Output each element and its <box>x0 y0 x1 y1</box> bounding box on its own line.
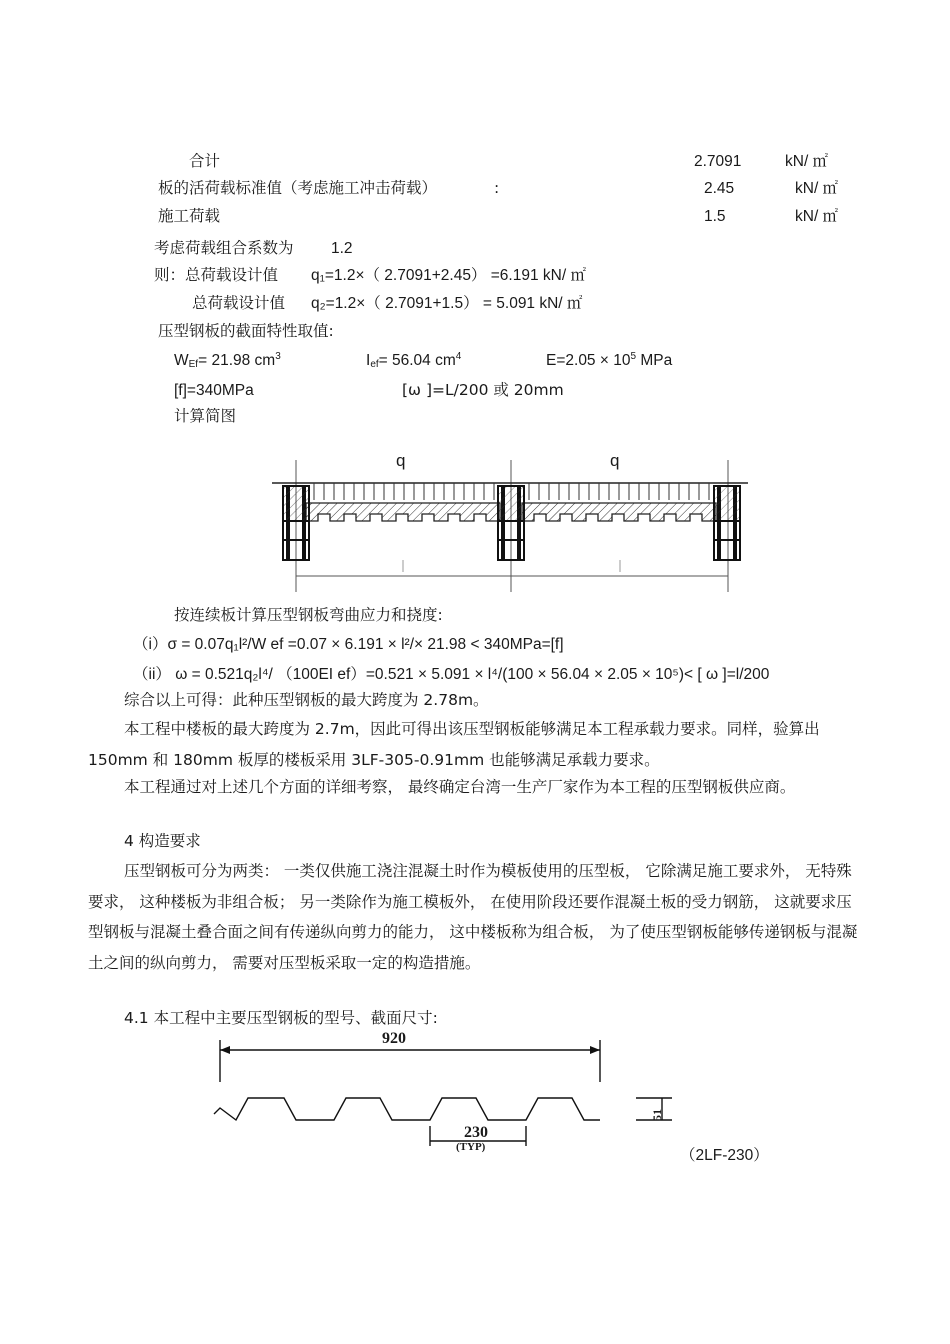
heading-4: 4 构造要求 <box>124 832 201 850</box>
calc-stress: （i）σ = 0.07q₁l²/W ef =0.07 × 6.191 × l²/× 21.98 < 340MPa=[f] <box>133 636 564 653</box>
design-load-1-prefix: 则：总荷载设计值 <box>154 266 279 284</box>
prop-i: $I_{ef}= 56.04$ $cm^4$ <box>366 351 462 370</box>
profile-typ: (TYP) <box>456 1141 486 1153</box>
paragraph-span: 本工程中楼板的最大跨度为 2.7m，因此可得出该压型钢板能够满足本工程承载力要求。同样，验算出 150mm 和 180mm 板厚的楼板采用 3LF-305-0.91mm 也能够满足承载力要求。 <box>88 720 820 769</box>
load-total-value: 2.7091 <box>694 153 742 170</box>
calc-deflection: （ii） ω = 0.521q₂l⁴/ （100EI ef）=0.521 × 5.091 × l⁴/(100 × 56.04 × 2.05 × 10⁵)< [ ω ]=l/200 <box>133 666 770 683</box>
prop-omega: [ω ]=L/200 或 20mm <box>402 381 564 399</box>
profile-pitch: 230 <box>464 1124 488 1141</box>
load-q-right: q <box>610 451 620 470</box>
combo-label: 考虑荷载组合系数为 <box>154 239 294 257</box>
construction-load-label: 施工荷载 <box>158 207 221 225</box>
construction-load-unit: kN/ ㎡ <box>795 208 839 225</box>
construction-load-value: 1.5 <box>704 208 726 225</box>
profile-width: 920 <box>382 1030 406 1047</box>
paragraph-construction: 压型钢板可分为两类： 一类仅供施工浇注混凝土时作为模板使用的压型板， 它除满足施工要求外， 无特殊要求， 这种楼板为非组合板； 另一类除作为施工模板外， 在使用阶段还要作混凝土板的受力钢筋， 这就要求压型钢板与混凝土叠合面之间有传递纵向剪力的能力， 这中楼板称为组合板， 为了使压型钢板能够传递钢板与混凝土之间的纵向剪力， 需要对压型板采取一定的构造措施。 <box>88 862 858 972</box>
design-load-2-formula: q₂=1.2×（ 2.7091+1.5） = 5.091 kN/ ㎡ <box>311 295 583 312</box>
diagram-title: 计算简图 <box>174 407 237 425</box>
prop-e: $E=2.05 \times 10^5$ MPa <box>546 351 673 369</box>
prop-w: $W_{Ef}= 21.98$ $cm^3$ <box>174 351 281 370</box>
profile-height: 51 <box>650 1109 664 1121</box>
live-load-label: 板的活荷载标准值（考虑施工冲击荷载） <box>158 179 438 197</box>
design-load-2-prefix: 总荷载设计值 <box>192 294 286 312</box>
load-total-unit: kN/ ㎡ <box>785 153 829 170</box>
conclusion: 综合以上可得：此种压型钢板的最大跨度为 2.78m。 <box>124 691 489 709</box>
profile-model: （2LF-230） <box>680 1147 769 1164</box>
section-props-title: 压型钢板的截面特性取值: <box>158 322 334 340</box>
live-load-unit: kN/ ㎡ <box>795 180 839 197</box>
paragraph-supplier: 本工程通过对上述几个方面的详细考察， 最终确定台湾一生产厂家作为本工程的压型钢板供应商。 <box>124 778 796 796</box>
design-load-1-formula: q₁=1.2×（ 2.7091+2.45） =6.191 kN/ ㎡ <box>311 267 586 284</box>
calc-title: 按连续板计算压型钢板弯曲应力和挠度: <box>174 606 443 624</box>
combo-value: 1.2 <box>331 240 353 257</box>
live-load-value: 2.45 <box>704 180 735 197</box>
load-q-left: q <box>396 451 406 470</box>
load-total-label: 合计 <box>189 152 221 170</box>
live-load-colon: : <box>494 179 500 197</box>
prop-f: [f]=340MPa <box>174 382 254 399</box>
heading-4-1: 4.1 本工程中主要压型钢板的型号、截面尺寸: <box>124 1009 438 1027</box>
